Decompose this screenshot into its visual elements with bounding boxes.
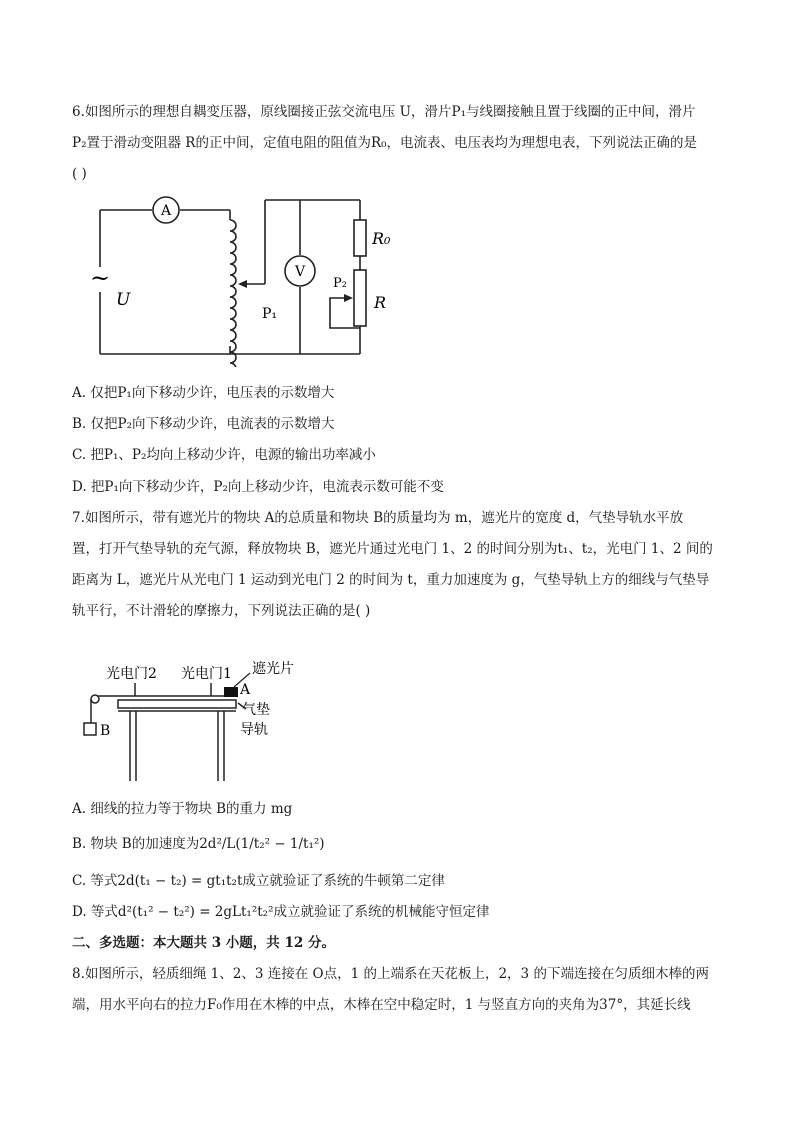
q7-stem-line-2: 置，打开气垫导轨的充气源，释放物块 B，遮光片通过光电门 1、2 的时间分别为t₁、t₂，光电门 1、2 间的	[72, 541, 713, 557]
section-heading-multiple-choice: 二、多选题：本大题共 3 小题，共 12 分。	[72, 935, 335, 951]
q8-stem-line-1: 8.如图所示，轻质细绳 1、2、3 连接在 O点，1 的上端系在天花板上，2，3 的下端连接在匀质细木棒的两	[72, 966, 709, 982]
q6-option-d: D. 把P₁向下移动少许，P₂向上移动少许，电流表示数可能不变	[72, 479, 444, 495]
q7-option-a: A. 细线的拉力等于物块 B的重力 mg	[72, 801, 293, 817]
block-a-label: A	[240, 682, 251, 698]
block-a	[224, 687, 238, 697]
q6-option-c: C. 把P₁、P₂均向上移动少许，电源的输出功率减小	[72, 447, 376, 463]
q8-stem-line-2: 端，用水平向右的拉力F₀作用在木棒的中点，木棒在空中稳定时，1 与竖直方向的夹角为37°，其延长线	[72, 997, 691, 1013]
q6-stem-line-2: P₂置于滑动变阻器 R的正中间，定值电阻的阻值为R₀，电流表、电压表均为理想电表，下列说法正确的是	[72, 135, 698, 151]
source-voltage-label: U	[116, 290, 131, 310]
q7-option-d: D. 等式d²(t₁² − t₂²) = 2gLt₁²t₂²成立就验证了系统的机械能守恒定律	[72, 904, 490, 920]
voltmeter-label: V	[294, 264, 306, 280]
q7-option-b: B. 物块 B的加速度为2d²/L(1/t₂² − 1/t₁²)	[72, 836, 325, 852]
p1-label: P₁	[262, 306, 278, 322]
q6-stem-line-1: 6.如图所示的理想自耦变压器，原线圈接正弦交流电压 U，滑片P₁与线圈接触且置于线圈的正中间，滑片	[72, 104, 696, 120]
q6-stem-line-3: ( )	[72, 166, 87, 182]
q7-air-track-diagram	[78, 655, 318, 785]
r0-label: R₀	[372, 229, 391, 248]
block-b-label: B	[100, 723, 111, 739]
gate1-label: 光电门1	[181, 666, 232, 682]
q6-option-a: A. 仅把P₁向下移动少许，电压表的示数增大	[72, 385, 335, 401]
ammeter-label: A	[160, 203, 172, 219]
rail-label-line2: 导轨	[240, 722, 268, 738]
ac-source-symbol: ~	[89, 264, 111, 292]
q6-option-b: B. 仅把P₂向下移动少许，电流表的示数增大	[72, 416, 335, 432]
r-label: R	[374, 293, 387, 312]
gate2-label: 光电门2	[106, 666, 157, 682]
rail-label-line1: 气垫	[242, 702, 270, 718]
q7-stem-line-4: 轨平行，不计滑轮的摩擦力，下列说法正确的是( )	[72, 603, 371, 619]
shutter-label: 遮光片	[252, 661, 294, 677]
q7-stem-line-3: 距离为 L，遮光片从光电门 1 运动到光电门 2 的时间为 t，重力加速度为 g，气垫导轨上方的细线与气垫导	[72, 572, 710, 588]
q7-stem-line-1: 7.如图所示，带有遮光片的物块 A的总质量和物块 B的质量均为 m，遮光片的宽度 d，气垫导轨水平放	[72, 510, 684, 526]
q6-circuit-diagram	[80, 192, 400, 367]
p2-label: P₂	[333, 276, 347, 291]
q7-option-c: C. 等式2d(t₁ − t₂) = gt₁t₂t成立就验证了系统的牛顿第二定律	[72, 873, 445, 889]
